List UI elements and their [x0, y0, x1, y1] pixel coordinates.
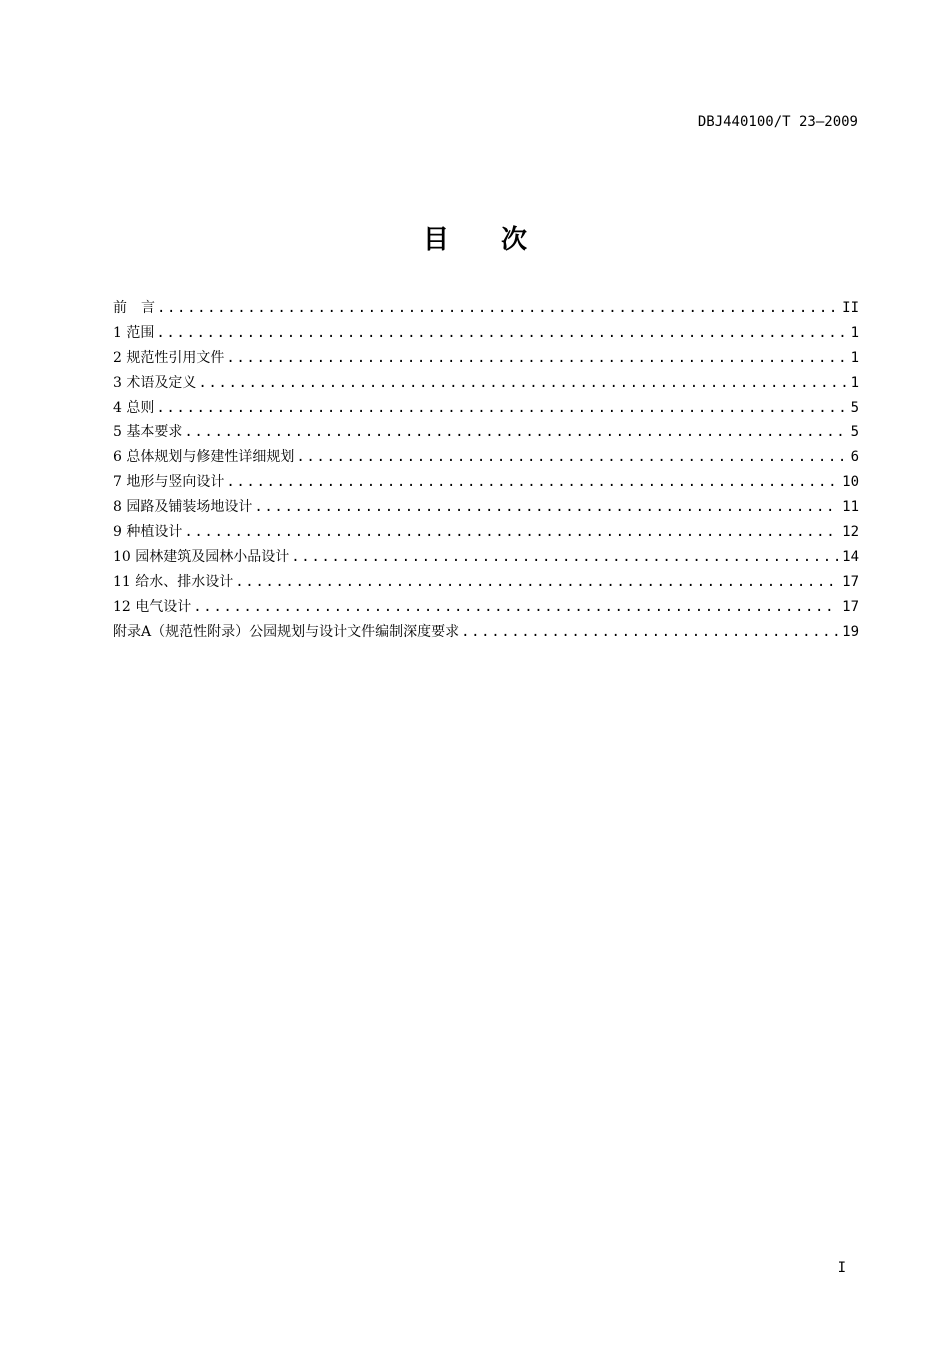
toc-entry-7[interactable]	[113, 470, 859, 495]
toc-entry-9[interactable]	[113, 520, 859, 545]
toc-leader-dots	[193, 595, 838, 620]
toc-leader-dots	[254, 495, 838, 520]
toc-entry-page: 14	[842, 548, 859, 565]
toc-entry-label: 1 范围	[113, 324, 155, 341]
toc-entry-label: 11 给水、排水设计	[113, 573, 234, 590]
toc-entry-label: 2 规范性引用文件	[113, 349, 225, 366]
toc-entry-page: 5	[850, 399, 859, 416]
toc-entry-page: 1	[850, 374, 859, 391]
toc-entry-label: 9 种植设计	[113, 524, 183, 541]
toc-leader-dots	[296, 445, 846, 470]
toc-entry-6[interactable]	[113, 445, 859, 470]
toc-entry-label: 4 总则	[113, 399, 155, 416]
toc-entry-label: 7 地形与竖向设计	[113, 474, 225, 491]
toc-title-part2: 次	[501, 225, 528, 255]
toc-entry-page: 5	[850, 424, 859, 441]
toc-entry-8[interactable]	[113, 495, 859, 520]
toc-entry-2[interactable]	[113, 346, 859, 371]
toc-title-part1: 目	[422, 225, 449, 255]
toc-leader-dots	[157, 296, 838, 321]
toc-leader-dots	[184, 420, 846, 445]
toc-entry-page: 17	[842, 573, 859, 590]
toc-entry-label: 5 基本要求	[113, 424, 183, 441]
document-code: DBJ440100/T 23—2009	[697, 114, 858, 130]
toc-list	[113, 296, 859, 644]
toc-entry-page: 1	[850, 349, 859, 366]
toc-leader-dots	[226, 346, 846, 371]
toc-leader-dots	[461, 620, 838, 645]
page-number: I	[837, 1260, 846, 1276]
toc-entry-10[interactable]	[113, 545, 859, 570]
toc-entry-label: 附录A（规范性附录）公园规划与设计文件编制深度要求	[113, 623, 460, 640]
toc-entry-5[interactable]	[113, 420, 859, 445]
toc-title	[0, 219, 950, 256]
toc-entry-appendix-a[interactable]	[113, 620, 859, 645]
toc-entry-page: 12	[842, 524, 859, 541]
toc-entry-3[interactable]	[113, 371, 859, 396]
toc-entry-label: 10 园林建筑及园林小品设计	[113, 548, 290, 565]
toc-leader-dots	[291, 545, 838, 570]
toc-entry-page: 1	[850, 324, 859, 341]
toc-leader-dots	[156, 321, 846, 346]
toc-leader-dots	[198, 371, 846, 396]
toc-entry-11[interactable]	[113, 570, 859, 595]
toc-entry-page: 6	[850, 449, 859, 466]
toc-entry-page: II	[842, 300, 859, 316]
toc-entry-page: 11	[842, 499, 859, 516]
toc-entry-label: 3 术语及定义	[113, 374, 197, 391]
toc-entry-page: 19	[842, 623, 859, 640]
toc-entry-label: 8 园路及铺装场地设计	[113, 499, 253, 516]
toc-entry-label: 前 言	[113, 300, 155, 316]
toc-leader-dots	[235, 570, 838, 595]
toc-leader-dots	[184, 520, 838, 545]
toc-entry-1[interactable]	[113, 321, 859, 346]
toc-entry-label: 12 电气设计	[113, 598, 192, 615]
toc-entry-foreword[interactable]	[113, 296, 859, 321]
toc-leader-dots	[156, 396, 846, 421]
toc-leader-dots	[226, 470, 838, 495]
toc-entry-4[interactable]	[113, 396, 859, 421]
toc-entry-page: 17	[842, 598, 859, 615]
toc-entry-12[interactable]	[113, 595, 859, 620]
toc-entry-page: 10	[842, 474, 859, 491]
toc-entry-label: 6 总体规划与修建性详细规划	[113, 449, 295, 466]
